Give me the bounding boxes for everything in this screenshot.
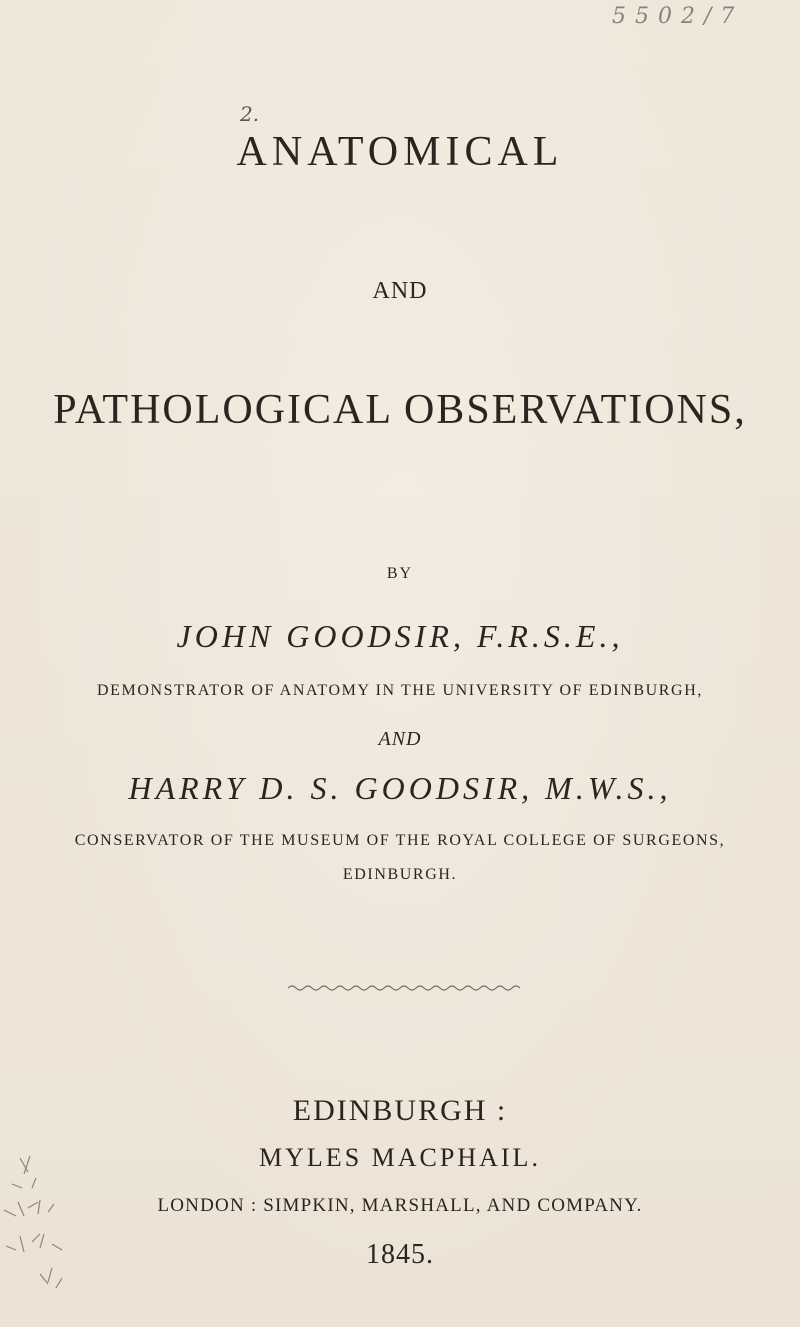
imprint-year: 1845. — [366, 1239, 434, 1270]
author-2-name: HARRY D. S. GOODSIR, M.W.S., — [128, 770, 672, 806]
imprint-publisher: MYLES MACPHAIL. — [259, 1143, 541, 1172]
author-2-role-line-1: CONSERVATOR OF THE MUSEUM OF THE ROYAL COLLEGE OF SURGEONS, — [74, 832, 726, 849]
imprint-place: EDINBURGH : — [292, 1094, 508, 1127]
title-connector: AND — [372, 278, 428, 304]
ink-stain-marks — [0, 1150, 140, 1310]
title-line-1: ANATOMICAL — [236, 129, 564, 175]
author-1-name: JOHN GOODSIR, F.R.S.E., — [176, 618, 624, 654]
title-line-2: PATHOLOGICAL OBSERVATIONS, — [53, 387, 747, 433]
handwritten-volume-mark: 2. — [240, 102, 260, 126]
by-label: BY — [386, 565, 414, 582]
author-1-role: DEMONSTRATOR OF ANATOMY IN THE UNIVERSITY OF EDINBURGH, — [97, 682, 703, 699]
handwritten-shelfmark: 5 5 0 2 / 7 — [612, 4, 736, 29]
imprint-london-distributor: LONDON : SIMPKIN, MARSHALL, AND COMPANY. — [157, 1195, 643, 1216]
authors-connector: AND — [378, 728, 422, 750]
author-2-role-line-2: EDINBURGH. — [342, 866, 458, 883]
decorative-wavy-rule — [288, 984, 520, 992]
